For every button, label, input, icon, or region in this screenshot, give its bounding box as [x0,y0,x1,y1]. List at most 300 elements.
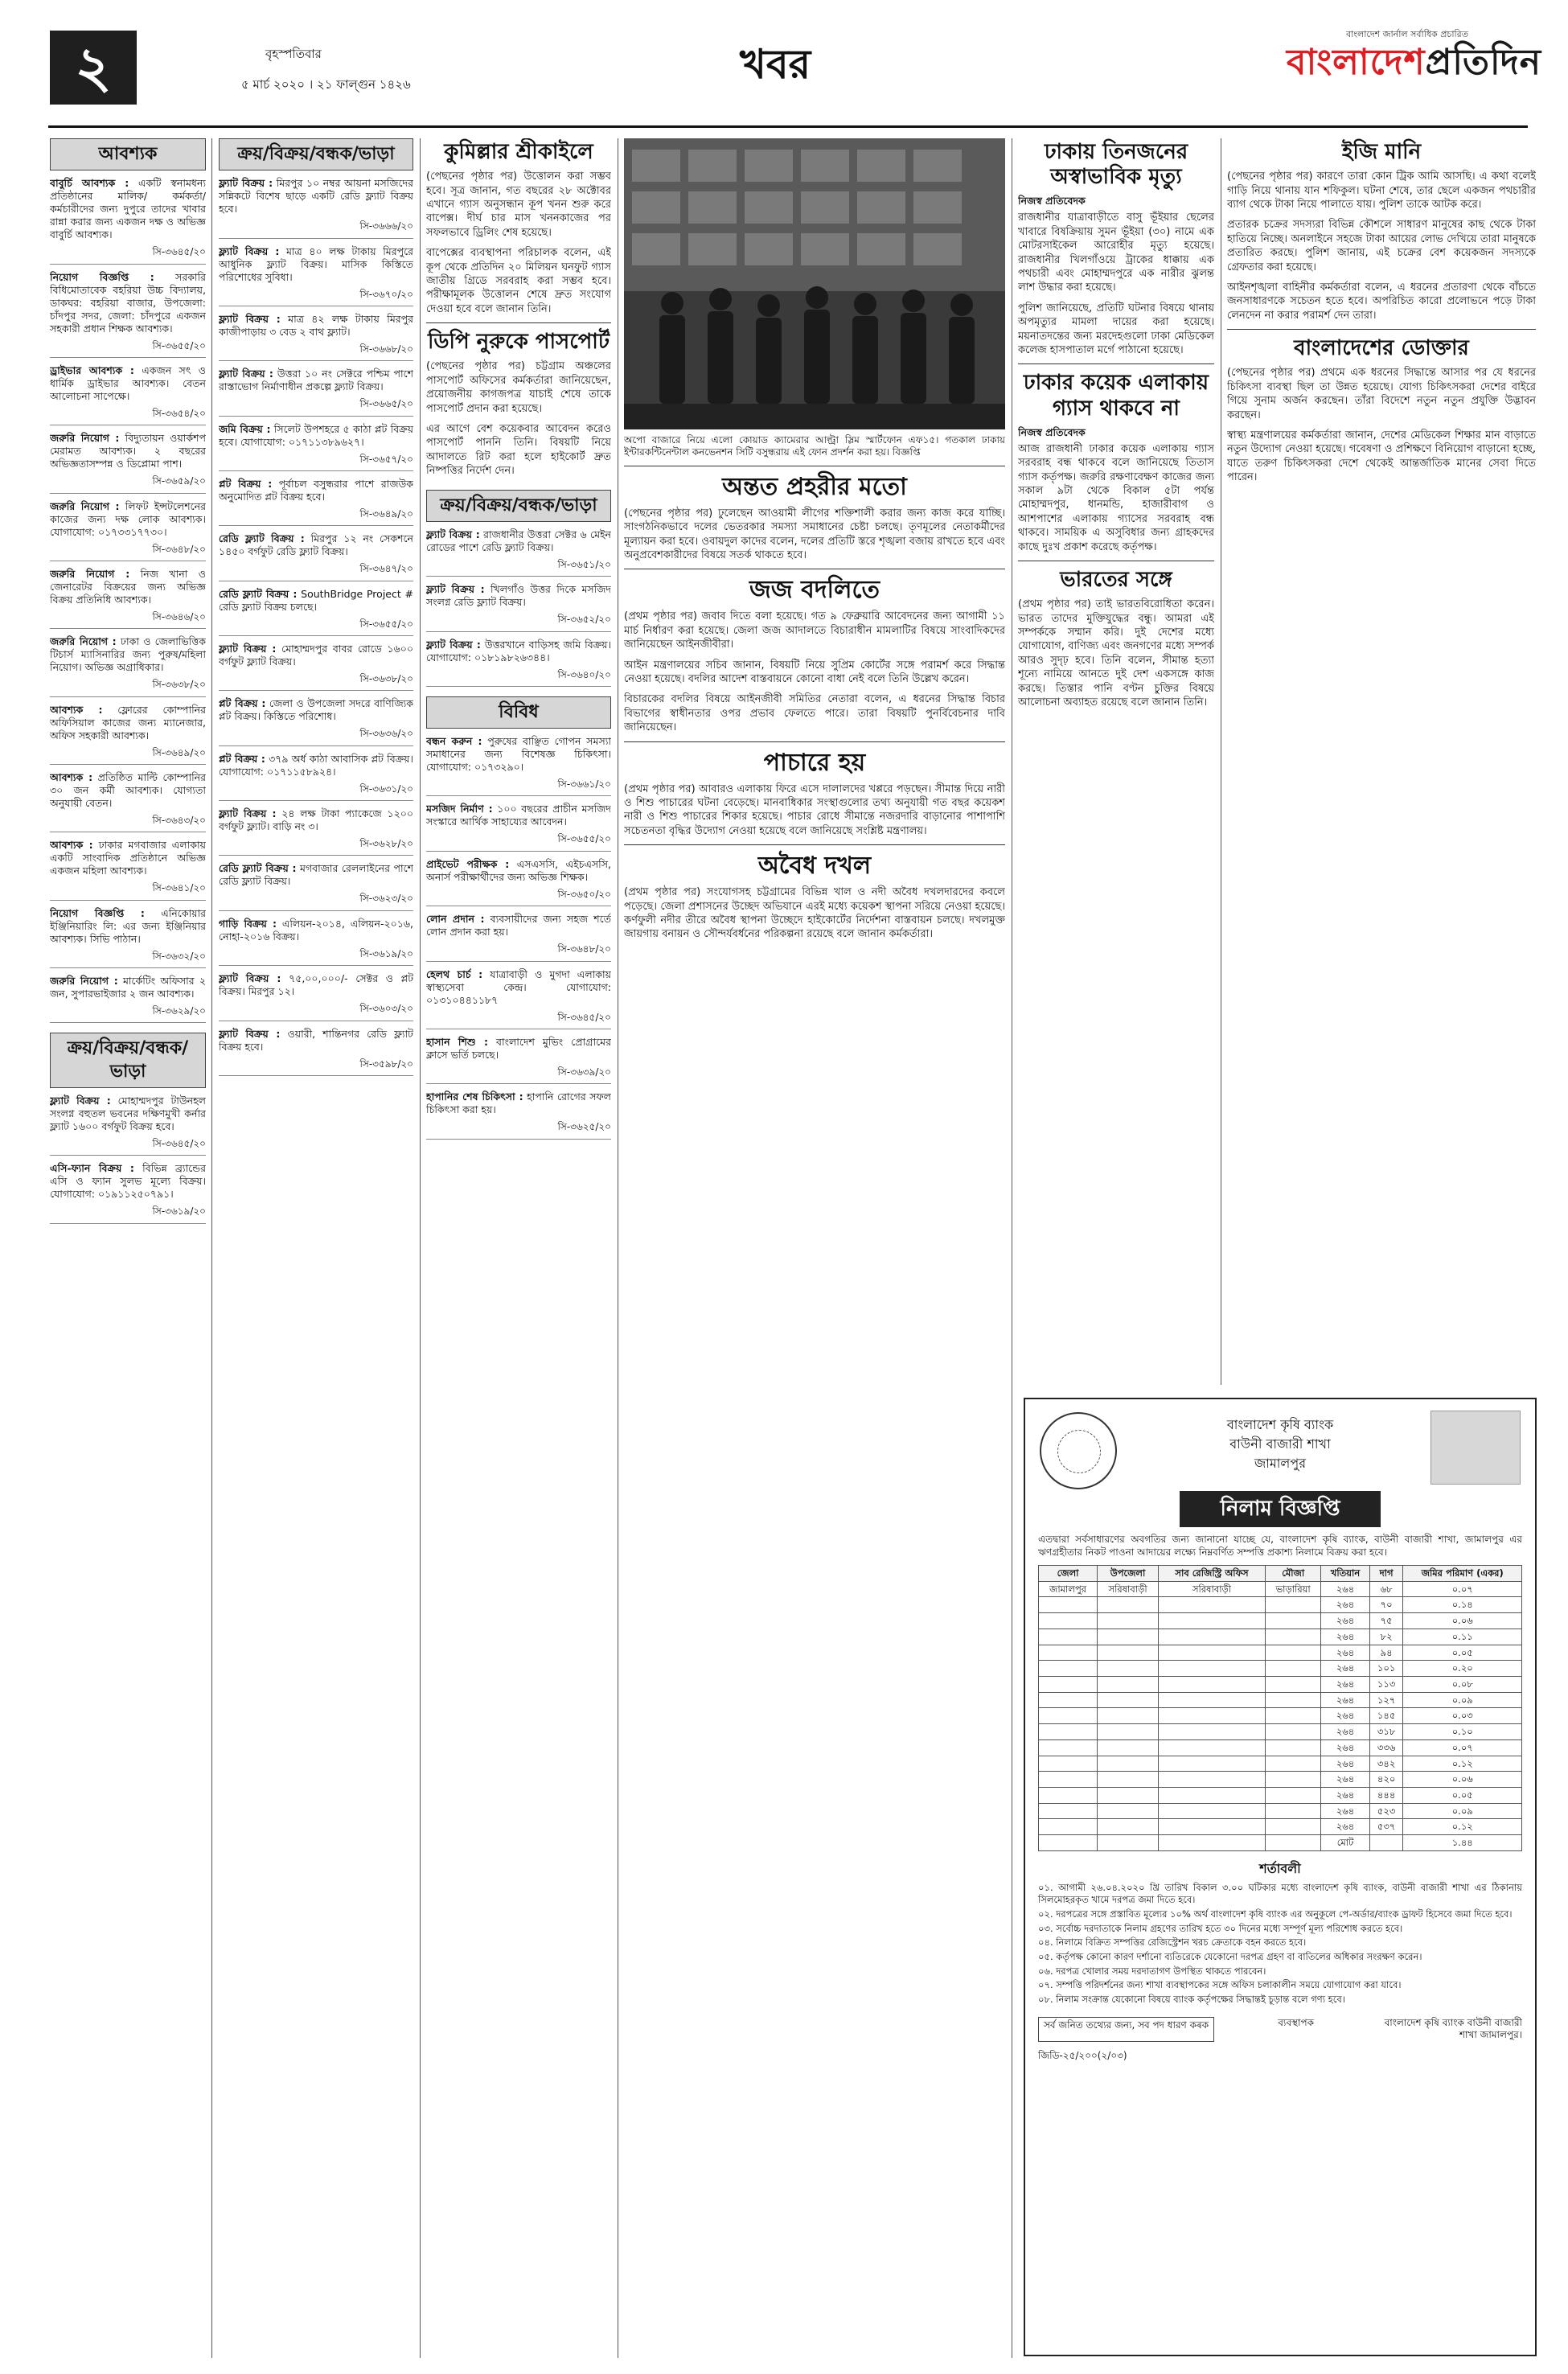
classified-ad-heading: ফ্ল্যাট বিক্রয় : [219,807,277,820]
classified-divider [219,800,413,801]
table-cell [1266,1803,1321,1819]
classified-ad-heading: প্রাইভেট পরীক্ষক : [426,857,510,870]
table-cell: ০.০৬ [1403,1772,1522,1788]
classified-divider [219,855,413,856]
classified-divider [426,576,611,577]
newspaper-logo [1287,29,1541,106]
classified-ad-text: মিরপুর ১০ নম্বর আয়না মসজিদের সন্নিকটে বিশেষ ছাড়ে একটি রেডি ফ্ল্যাট বিক্রয় হবে। [219,177,413,216]
classified-ad-text: ফ্লোরের কোম্পানির অফিসিয়াল কাজের জন্য ম্যানেজার, অফিস সহকারী আবশ্যক। [50,703,206,741]
classified-ad [50,568,206,606]
classified-ad-ref: সি-৩৬৩৮/২০ [359,673,413,685]
story-title-easy-money: ইজি মানি [1341,140,1422,164]
classified-ad [219,643,413,668]
table-cell: ২৬৪ [1321,1803,1369,1819]
classified-divider [50,1022,206,1023]
classified-ad-heading: জমি বিক্রয় : [219,422,271,435]
classified-ad-ref: সি-৩৬৪৫/২০ [152,1137,206,1149]
story-body: (পেছনের পৃষ্ঠার পর) কারণে তারা কোন ট্রিক আমি আসছি। এ কথা বলেই গাড়ি নিয়ে থানায় যান শফিকুল। ঘটনা শেষে, তার ছেলে একজন পথচারীর ব্যাগ থেকে টাকা নিয়ে পালাতে যায়। পুলিশ তাকে আটক করে। [1227,170,1536,211]
table-cell [1039,1613,1098,1629]
classified-ad-heading: ফ্ল্যাট বিক্রয় : [219,368,273,380]
table-cell [1266,1708,1321,1724]
table-row [1039,1788,1522,1804]
classified-ad-heading: আবশ্যক : [50,839,93,852]
classified-ad [50,1095,206,1133]
classified-ad-text: সরকারি বিধিমোতাবেক বহরিয়া উচ্চ বিদ্যালয়, ডাকঘর: বহরিয়া বাজার, উপজেলা: চাঁদপুর সদর, জেলা: চাঁদপুরে একজন সহকারী প্রধান শিক্ষক আবশ্যক। [50,270,206,335]
table-cell: ২৬৪ [1321,1613,1369,1629]
classified-ad [426,528,611,554]
table-cell [1039,1692,1098,1708]
classified-ad-ref: সি-৩৬৬৫/২০ [359,398,413,410]
classified-ad-text: বিদ্যুতায়ন ওয়ার্কশপ মেরামত আবশ্যক। ২ বছরের অভিজ্ঞতাসম্পন্ন ও ডিপ্লোমা পাশ। [50,432,206,470]
classified-ad-text: রাজধানীর উত্তরা সেক্টর ৬ মেইন রোডের পাশে রেডি ফ্ল্যাট বিক্রয়। [426,528,611,553]
table-cell: মোট [1321,1835,1369,1851]
classified-ad [50,271,206,335]
classified-ad-ref: সি-৩৬৫১/২০ [557,558,611,570]
table-row [1039,1581,1522,1597]
table-cell: ২৬৪ [1321,1788,1369,1804]
story-body: এর আগে বেশ কয়েকবার আবেদন করেও পাসপোর্ট পাননি তিনি। বিষয়টি নিয়ে আদালতে রিট করা হলে হাইকোর্ট দ্রুত নিষ্পত্তির নির্দেশ দেন। [426,423,611,478]
classified-list [50,1095,206,1224]
table-cell: ৩৪২ [1369,1756,1403,1772]
table-row [1039,1645,1522,1661]
table-cell [1039,1708,1098,1724]
table-cell: ২৬৪ [1321,1756,1369,1772]
table-cell: ২৬৪ [1321,1724,1369,1740]
auction-notice [1024,1398,1537,2356]
classified-ad-text: ৩৭৯ অর্ধ কাঠা আবাসিক প্লট বিক্রয়। যোগাযোগ: ০১৭১১৫৮৯২৪। [219,752,413,778]
classified-divider [426,1083,611,1084]
story-title-doctor: বাংলাদেশের ডোক্তার [1294,336,1469,361]
story-title-dipi: ডিপি নুরুকে পাসপোর্ট [427,330,610,355]
table-cell [1098,1739,1159,1756]
classified-ad-ref: সি-৩৬৩৮/২০ [152,679,206,691]
classified-ad [426,1036,611,1062]
table-cell: ০.১২ [1403,1756,1522,1772]
classified-divider [50,493,206,494]
table-cell: ২৬৪ [1321,1661,1369,1677]
table-cell [1158,1739,1265,1756]
table-cell [1098,1645,1159,1661]
classified-ad-ref: সি-৩৬৪৫/২০ [152,246,206,258]
classified-ad-text: পুরুষের বাঞ্ছিত গোপন সমস্যা সমাধানের জন্য বিশেষজ্ঞ চিকিৎসা। যোগাযোগ: ০১৭৩২৯০। [426,735,611,774]
classified-ad-text: এসএসসি, এইচএসসি, অনার্স পরীক্ষার্থীদের জন্য অভিজ্ঞ শিক্ষক। [426,857,611,883]
classified-ad-heading: নিয়োগ বিজ্ঞপ্তি : [50,270,154,283]
table-cell [1098,1597,1159,1613]
table-row [1039,1692,1522,1708]
table-cell: ১০১ [1369,1661,1403,1677]
logo-wordmark [1287,40,1541,85]
news-photo [624,138,1005,429]
classified-ad [50,177,206,241]
notice-title: নিলাম বিজ্ঞপ্তি [1180,1491,1381,1527]
story-divider [624,741,1005,742]
table-cell [1039,1788,1098,1804]
story-title-joj: জজ বদলিতে [749,576,880,605]
table-cell [1158,1645,1265,1661]
story-title-obaidh: অবৈধ দখল [757,852,872,881]
classified-ad-text: নিজ খানা ও জেনারেটর বিক্রয়ের জন্য অভিজ্ঞ বিক্রয় প্রতিনিধি আবশ্যক। [50,567,206,606]
classified-ad [219,313,413,339]
classified-divider [50,264,206,265]
table-cell [1039,1739,1098,1756]
classified-ad-text: ২৪ লক্ষ টাকা প্যাকেজে ১২০০ বর্গফুট ফ্ল্যাট। বাড়ি নং ৩। [219,807,413,833]
story-title-gas: ঢাকার কয়েক এলাকায় গ্যাস থাকবে না [1023,371,1209,421]
byline: নিজস্ব প্রতিবেদক [1018,195,1086,207]
classified-ad-text: মাত্র ৪০ লক্ষ টাকায় মিরপুরে আধুনিক ফ্ল্যাট বিক্রয়। মাসিক কিস্তিতে পরিশোধের সুবিধা। [219,244,413,283]
classified-divider [50,1155,206,1156]
classified-ad [50,364,206,403]
classified-ad-ref: সি-৩৬৫৫/২০ [557,833,611,845]
table-cell: ৭০ [1369,1597,1403,1613]
classified-ad-ref: সি-৩৬৪৮/২০ [557,943,611,955]
classified-ad [219,862,413,888]
classified-ad-heading: নিয়োগ বিজ্ঞপ্তি : [50,906,145,919]
table-header-cell: জেলা [1039,1565,1098,1581]
table-cell [1158,1788,1265,1804]
classified-ad-ref: সি-৩৬৪৭/২০ [359,563,413,575]
classified-ad-ref: সি-৩৬৪৫/২০ [557,1011,611,1023]
classified-ad [426,639,611,664]
classified-ad-text: মোহাম্মদপুর টাউনহল সংলগ্ন বহুতল ভবনের দক্ষিণমুখী কর্নার ফ্ল্যাট ১৬০০ বর্গফুট বিক্রয় হবে। [50,1094,206,1132]
classified-ad-heading: ফ্ল্যাট বিক্রয় : [426,583,485,596]
classified-ad-text: উত্তরা ১০ নং সেক্টরে পশ্চিম পাশে রাস্তাভোগ নির্মাণাধীন প্রকল্পে ফ্ল্যাট বিক্রয়। [219,368,413,393]
classified-ad-text: SouthBridge Project # রেডি ফ্ল্যাট বিক্রয় চলছে। [219,587,413,613]
term-item: ০৪. নিলামে বিক্রিত সম্পত্তির রেজিস্ট্রেশন খরচ ক্রেতাকে বহন করতে হবে। [1038,1937,1307,1949]
classified-ad [50,907,206,946]
classified-ad-heading: লোন প্রদান : [426,913,485,926]
table-header-cell: উপজেলা [1098,1565,1159,1581]
classified-divider [50,967,206,968]
table-cell [1098,1772,1159,1788]
classified-list [426,735,611,1140]
table-cell: সরিষাবাড়ী [1098,1581,1159,1597]
column-3 [426,138,611,2358]
classified-ad [50,771,206,810]
table-cell [1039,1645,1098,1661]
page-number: ২ [50,31,137,105]
table-cell: ১২৭ [1369,1692,1403,1708]
classified-ad-heading: রেডি ফ্ল্যাট বিক্রয় : [219,587,298,600]
classified-ad [426,583,611,609]
table-cell [1158,1629,1265,1645]
classified-divider [219,470,413,471]
classified-ad-ref: সি-৩৬৫৪/২০ [152,407,206,419]
table-cell: ৮২ [1369,1629,1403,1645]
classified-ad [50,635,206,674]
classified-ad-ref: সি-৩৬৬৮/২০ [359,343,413,355]
logo-tagline: বাংলাদেশ জার্নাল সর্বাধিক প্রচারিত [1346,29,1468,39]
classified-ad [426,803,611,828]
classified-divider [426,795,611,796]
table-cell [1098,1835,1159,1851]
table-cell [1158,1661,1265,1677]
table-cell [1098,1629,1159,1645]
table-cell [1039,1772,1098,1788]
table-cell: ০.০৭ [1403,1581,1522,1597]
story-body: (প্রথম পৃষ্ঠার পর) তাই ভারতবিরোধিতা করেন। ভারত তাদের মুক্তিযুদ্ধের বন্ধু। আমরা এই সম্পর্ককে সম্মান করি। দুই দেশের মধ্যে যোগাযোগ, বাণিজ্য এবং জনগণের মধ্যে সম্পর্ক আরও সুদৃঢ় হবে। তিনি বলেন, সীমান্ত হত্যা শূন্যে নামিয়ে আনতে দুই দেশ একসঙ্গে কাজ করছে। তিস্তার পানি বণ্টন চুক্তির বিষয়ে আলোচনা অব্যাহত রয়েছে বলে জানান তিনি। [1018,598,1214,709]
classified-divider [50,900,206,901]
classified-divider [50,628,206,629]
table-cell [1158,1819,1265,1835]
term-item: ০৭. সম্পত্তি পরিদর্শনের জন্য শাখা ব্যবস্থাপকের সঙ্গে অফিস চলাকালীন সময়ে যোগাযোগ করা যাবে। [1038,1979,1402,1991]
table-cell [1039,1835,1098,1851]
classified-ad [50,500,206,539]
table-cell: ৫৩৭ [1369,1819,1403,1835]
table-cell [1039,1819,1098,1835]
table-row [1039,1739,1522,1756]
classified-ad-text: ঢাকা ও জেলাভিত্তিক টিচার্স ম্যাসিনারির জন্য পুরুষ/মহিলা নিয়োগ। অভিজ্ঞ অগ্রাধিকার। [50,635,206,674]
table-cell [1158,1613,1265,1629]
story-body: (প্রথম পৃষ্ঠার পর) জবাব দিতে বলা হয়েছে। গত ৯ ফেব্রুয়ারি আবেদনের জন্য আগামী ১১ মার্চ নির্ধারণ করা হয়েছে। জেলা জজ আদালতে বিচারাধীন মামলাটির বিষয়ে সাংবাদিকদের জানিয়েছেন আইনজীবীরা। [624,610,1005,651]
classified-ad [219,1028,413,1054]
category-heading: ক্রয়/বিক্রয়/বন্ধক/ভাড়া [219,138,413,170]
table-cell [1158,1772,1265,1788]
classified-divider [50,764,206,765]
table-cell: ০.০৬ [1403,1613,1522,1629]
notice-code: জিডি-২৫/২০০(২/০৩) [1038,2049,1127,2061]
table-cell: ১৪৫ [1369,1708,1403,1724]
classified-ad [426,913,611,939]
table-cell: ৩৩৬ [1369,1739,1403,1756]
story-body: (পেছনের পৃষ্ঠার পর) প্রথমে এক ধরনের সিদ্ধান্তে আসার পর যে ধরনের চিকিৎসা ব্যবস্থা ছিল তা উন্নত হয়েছে। যোগ্য চিকিৎসকরা দেশের বাইরে গিয়ে সুনাম অর্জন করছেন। তাঁরা বিদেশে নতুন নতুন প্রযুক্তি উদ্ভাবন করছেন। [1227,367,1536,421]
table-cell: ০.১০ [1403,1724,1522,1740]
classified-ad-heading: ফ্ল্যাট বিক্রয় : [219,244,280,257]
table-row [1039,1677,1522,1693]
story-title-comilla: কুমিল্লার শ্রীকাইলে [444,140,593,164]
table-cell [1098,1803,1159,1819]
classified-ad-text: খিলগাঁও উত্তর দিকে মসজিদ সংলগ্ন রেডি ফ্ল্যাট বিক্রয়। [426,583,611,609]
category-heading: বিবিধ [426,696,611,729]
classified-ad-text: এলিয়ন-২০১৪, এলিয়ন-২০১৬, নোহা-২০১৬ বিক্রয়। [219,917,413,943]
table-cell [1158,1677,1265,1693]
classified-divider [219,525,413,526]
notice-intro: এতদ্বারা সর্বসাধারণের অবগতির জন্য জানানো যাচ্ছে যে, বাংলাদেশ কৃষি ব্যাংক, বাউনী বাজারী শাখা, জামালপুর এর ঋণগ্রহীতার নিকট পাওনা আদায়ের লক্ষ্যে নিম্নবর্ণিত সম্পত্তি প্রকাশ্য নিলামে বিক্রয় করা হবে। [1038,1534,1522,1558]
classified-ad-ref: সি-৩৬৪০/২০ [557,668,611,680]
story-body: (প্রথম পৃষ্ঠার পর) সংযোগসহ চট্টগ্রামের বিভিন্ন খাল ও নদী অবৈধ দখলদারদের কবলে পড়েছে। জেলা প্রশাসনের উচ্ছেদ অভিযানে এরই মধ্যে কয়েকশ স্থাপনা সরিয়ে নেওয়া হয়েছে। কর্ণফুলী নদীর তীরে অবৈধ স্থাপনা উচ্ছেদে হাইকোর্টের নির্দেশনা বাস্তবায়ন চলছে। দখলমুক্ত জায়গায় বনায়ন ও সৌন্দর্যবর্ধনের পরিকল্পনা রয়েছে বলে জানান কর্মকর্তারা। [624,886,1005,941]
classified-ad [219,177,413,216]
classified-ad-text: একজন সৎ ও ধার্মিক ড্রাইভার আবশ্যক। বেতন আলোচনা সাপেক্ষে। [50,363,206,402]
table-cell [1098,1677,1159,1693]
table-row [1039,1772,1522,1788]
table-header-cell: সাব রেজিস্ট্রি অফিস [1158,1565,1265,1581]
classified-ad-ref: সি-৩৬৫০/২০ [557,888,611,900]
classified-ad-heading: জরুরি নিয়োগ : [50,567,130,580]
story-divider [1227,329,1536,330]
classified-ad-text: পূর্বাচল বসুন্ধরার পাশে রাজউক অনুমোদিত প্লট বিক্রয় হবে। [219,477,413,503]
classified-ad-text: ৭৫,০০,০০০/- সেক্টর ও প্লট বিক্রয়। মিরপুর ১২। [219,972,413,998]
story-body: (পেছনের পৃষ্ঠার পর) উত্তোলন করা সম্ভব হবে। সূত্র জানান, গত বছরের ২৮ অক্টোবর এখানে গ্যাস অনুসন্ধান কূপ খনন শুরু করে বাপেক্স। দীর্ঘ চার মাস খননকাজের পর সফলভাবে ড্রিলিং শেষ হয়েছে। [426,170,611,239]
table-header-cell: মৌজা [1266,1565,1321,1581]
story-body: (পেছনের পৃষ্ঠার পর) চট্টগ্রাম অঞ্চলের পাসপোর্ট অফিসের কর্মকর্তারা জানিয়েছেন, প্রয়োজনীয় কাগজপত্র যাচাই শেষে তাকে পাসপোর্ট প্রদান করা হয়েছে। [426,360,611,415]
term-item: ০৩. সর্বোচ্চ দরদাতাকে নিলাম গ্রহণের তারিখ হতে ৩০ দিনের মধ্যে সম্পূর্ণ মূল্য পরিশোধ করতে হবে। [1038,1922,1403,1934]
table-cell: ৩১৮ [1369,1724,1403,1740]
portrait-image [1430,1411,1521,1485]
table-row [1039,1819,1522,1835]
table-cell: ৭৫ [1369,1613,1403,1629]
classified-ad-ref: সি-৩৬৭০/২০ [359,288,413,300]
classified-ad-ref: সি-৩৬৪৬/২০ [152,610,206,622]
story-body: বিচারকের বদলির বিষয়ে আইনজীবী সমিতির নেতারা বলেন, এ ধরনের সিদ্ধান্ত বিচার বিভাগের স্বাধীনতার ওপর প্রভাব ফেলতে পারে। তারা বিষয়টি পুনর্বিবেচনার দাবি জানিয়েছেন। [624,693,1005,734]
table-cell: ১.৪৪ [1403,1835,1522,1851]
term-item: ০৫. কর্তৃপক্ষ কোনো কারণ দর্শানো ব্যতিরেকে যেকোনো দরপত্র গ্রহণ বা বাতিলের অধিকার সংরক্ষণ করেন। [1038,1950,1422,1962]
classified-ad-ref: সি-৩৬৪৩/২০ [152,815,206,827]
classified-ad-text: মগবাজার রেললাইনের পাশে রেডি ফ্ল্যাট বিক্রয়। [219,862,413,888]
table-row [1039,1661,1522,1677]
table-cell: সরিষাবাড়ী [1158,1581,1265,1597]
classified-ad-heading: আবশ্যক : [50,771,93,784]
classified-column-1 [50,138,206,2358]
table-cell: ০.২০ [1403,1661,1522,1677]
classified-ad-heading: হেলথ চার্চ : [426,967,483,980]
table-cell [1266,1677,1321,1693]
table-cell [1098,1788,1159,1804]
category-heading: আবশ্যক [50,138,206,170]
table-cell: ০.০৭ [1403,1739,1522,1756]
table-cell: ০.০৫ [1403,1645,1522,1661]
table-cell: ০.০৮ [1403,1677,1522,1693]
table-cell: ২৬৪ [1321,1597,1369,1613]
classified-ad [219,532,413,558]
logo-part-2: প্রতিদিন [1425,42,1541,84]
table-cell [1266,1645,1321,1661]
classified-ad-ref: সি-৩৬৫২/২০ [557,614,611,626]
notice-footer-box: সর্ব জনিত তথ্যের জন্য, সব পদ ধারণ কৰক [1038,2017,1214,2042]
classified-ad-heading: ফ্ল্যাট বিক্রয় : [426,638,481,651]
story-body: রাজধানীর যাত্রাবাড়ীতে বাসু ভূঁইয়ার ছেলের খাবারে বিষক্রিয়ায় সুমন ভূঁইয়া (৩০) নামে এক মোটরসাইকেল আরোহীর মৃত্যু হয়েছে। রাজধানীর খিলগাঁওয়ে ট্রাকের ধাক্কায় এক পথচারী এবং মোহাম্মদপুরে এক নারীর ঝুলন্ত লাশ উদ্ধার করা হয়েছে। [1018,212,1214,294]
table-cell: ২৬৪ [1321,1677,1369,1693]
table-row [1039,1835,1522,1851]
property-table [1038,1565,1522,1851]
table-cell [1158,1692,1265,1708]
table-cell: ২৬৪ [1321,1819,1369,1835]
table-row [1039,1724,1522,1740]
classified-ad-text: মিরপুর ১২ নং সেকশনে ১৪৫০ বর্গফুট রেডি ফ্ল্যাট বিক্রয়। [219,532,413,558]
classified-ad-ref: সি-৩৬১৯/২০ [152,1205,206,1218]
classified-ad-heading: বাবুর্চি আবশ্যক : [50,177,129,190]
classified-ad-text: হাপানি রোগের সফল চিকিৎসা করা হয়। [426,1090,611,1116]
table-cell [1266,1835,1321,1851]
classified-ad-ref: সি-৩৬৪৮/২০ [152,543,206,555]
classified-divider [50,1223,206,1224]
table-cell [1039,1677,1098,1693]
story-body: বাপেক্সের ব্যবস্থাপনা পরিচালক বলেন, এই কূপ থেকে প্রতিদিন ২০ মিলিয়ন ঘনফুট গ্যাস জাতীয় গ্রিডে সরবরাহ করা সম্ভব হবে। পরীক্ষামূলক উত্তোলন শেষে দ্রুত সংযোগ দেওয়া হবে বলে জানান তিনি। [426,247,611,315]
table-cell [1039,1756,1098,1772]
table-row [1039,1803,1522,1819]
classified-ad [50,975,206,1000]
story-body: পুলিশ জানিয়েছে, প্রতিটি ঘটনার বিষয়ে থানায় অপমৃত্যুর মামলা দায়ের করা হয়েছে। ময়নাতদন্তের জন্য মরদেহগুলো ঢাকা মেডিকেল কলেজ হাসপাতাল মর্গে পাঠানো হয়েছে। [1018,302,1214,357]
classified-ad [219,588,413,614]
classified-ad-ref: সি-৩৬২৯/২০ [152,1005,206,1017]
classified-ad-ref: সি-৩৬২৮/২০ [359,838,413,850]
table-cell: ২৬৪ [1321,1692,1369,1708]
classified-ad-heading: ফ্ল্যাট বিক্রয় : [219,643,277,655]
classified-ad [219,753,413,778]
classified-ad-ref: সি-৩৬০৩/২০ [359,1003,413,1015]
classified-column-2 [219,138,413,2358]
classified-divider [219,416,413,417]
classified-ad-heading: জরুরি নিয়োগ : [50,635,117,648]
column-5 [1018,138,1214,1385]
table-cell [1266,1788,1321,1804]
classified-ad-text: প্রতিষ্ঠিত মাল্টি কোম্পানির ৩০ জন কর্মী আবশ্যক। যোগ্যতা অনুযায়ী বেতন। [50,771,206,810]
classified-ad-text: যাত্রাবাড়ী ও মুগদা এলাকায় স্বাস্থ্যসেবা কেন্দ্র। যোগাযোগ: ০১৩১০৪৪১১৮৭ [426,967,611,1006]
story-body: আইন মন্ত্রণালয়ের সচিব জানান, বিষয়টি নিয়ে সুপ্রিম কোর্টের সঙ্গে পরামর্শ করে সিদ্ধান্ত নেওয়া হয়েছে। বদলির আদেশ বাস্তবায়নে কোনো বাধা নেই বলে তিনি উল্লেখ করেন। [624,659,1005,685]
category-heading: ক্রয়/বিক্রয়/বন্ধক/ভাড়া [50,1033,206,1087]
table-cell [1098,1661,1159,1677]
classified-divider [219,238,413,239]
table-cell [1098,1613,1159,1629]
classified-divider [219,360,413,361]
classified-ad [219,918,413,943]
classified-ad [219,423,413,449]
table-cell [1266,1629,1321,1645]
classified-ad-heading: জরুরি নিয়োগ : [50,432,120,445]
signature-right: বাংলাদেশ কৃষি ব্যাংক বাউনী বাজারী শাখা জামালপুর। [1384,2016,1522,2041]
table-cell [1266,1661,1321,1677]
classified-ad-heading: প্লট বিক্রয় : [219,752,265,765]
term-item: ০৮. নিলাম সংক্রান্ত যেকোনো বিষয়ে ব্যাংক কর্তৃপক্ষের সিদ্ধান্তই চূড়ান্ত বলে গণ্য হবে। [1038,1994,1345,2006]
classified-ad-text: ওয়ারী, শান্তিনগর রেডি ফ্ল্যাট বিক্রয় হবে। [219,1027,413,1053]
story-body: (প্রথম পৃষ্ঠার পর) আবারও এলাকায় ফিরে এসে দালালদের খপ্পরে পড়ছেন। সীমান্ত দিয়ে নারী ও শিশু পাচারের ঘটনা বেড়েছে। মানবাধিকার সংস্থাগুলোর তথ্য অনুযায়ী গত বছর কয়েকশ নারী ও শিশু পাচারের শিকার হয়েছে। পাচার রোধে সীমান্তে নজরদারি বাড়ানোর পাশাপাশি সচেতনতা বৃদ্ধির উদ্যোগ নেওয়া হয়েছে বলে জানিয়েছে সংশ্লিষ্ট মন্ত্রণালয়। [624,782,1005,837]
classified-ad [219,807,413,833]
table-cell [1266,1692,1321,1708]
term-item: ০৬. দরপত্র খোলার সময় দরদাতাগণ উপস্থিত থাকতে পারবেন। [1038,1965,1266,1977]
column-rule [211,138,212,2358]
classified-ad-ref: সি-৩৬৪১/২০ [152,882,206,894]
table-cell [1039,1803,1098,1819]
classified-ad-ref: সি-৩৬৩২/২০ [152,950,206,962]
section-title: খবর [740,40,811,88]
classified-ad-ref: সি-৩৬৪৯/২০ [152,746,206,758]
photo-caption: অপো বাজারে নিয়ে এলো কোয়াড ক্যামেরার আল্ট্রা স্লিম স্মার্টফোন এফ১৫। গতকাল ঢাকায় ইন্টারকন্টিনেন্টাল কনভেনশন সিটি বসুন্ধরায় এই ফোন প্রদর্শন করা হয়। বিজ্ঞপ্তি [624,434,1005,458]
story-title-pachar: পাচারে হয় [763,748,866,777]
table-cell [1039,1661,1098,1677]
story-body: (পেছনের পৃষ্ঠার পর) ঢুলেছেন আওয়ামী লীগের শক্তিশালী করার জন্য কাজ করে যাচ্ছি। সাংগঠনিকভাবে দলের ভেতরকার সমস্যা সমাধানের চেষ্টা চলছে। তৃণমূলের নেতাকর্মীদের মূল্যায়ন করা হবে। ওবায়দুল কাদের বলেন, দলের প্রতিটি স্তরে শৃঙ্খলা বজায় রাখতে হবে এবং অনুপ্রবেশকারীদের বিষয়ে সতর্ক থাকতে হবে। [624,507,1005,561]
notice-signature [1038,2017,1522,2042]
classified-ad-heading: ফ্ল্যাট বিক্রয় : [426,528,480,540]
classified-ad-heading: ফ্ল্যাট বিক্রয় : [219,312,281,325]
table-cell [1039,1597,1098,1613]
classified-list [219,177,413,1076]
classified-ad-ref: সি-৩৬৪৯/২০ [359,507,413,520]
table-row [1039,1613,1522,1629]
classified-divider [219,910,413,911]
classified-ad-text: বাংলাদেশ মুভিং প্রোগ্রামের ক্লাসে ভর্তি চলছে। [426,1035,611,1061]
classified-ad-heading: ফ্ল্যাট বিক্রয় : [219,972,281,985]
table-cell [1266,1613,1321,1629]
classified-ad-text: উত্তরখানে বাড়িসহ জমি বিক্রয়। যোগাযোগ: ০১৮১৯৮২৬৩৪৪। [426,638,611,663]
classified-ad [50,432,206,470]
column-4 [624,138,1005,2358]
table-cell: ০.১২ [1403,1819,1522,1835]
table-cell: ০.০৯ [1403,1692,1522,1708]
classified-ad [50,1162,206,1201]
classified-list [50,177,206,1023]
table-row [1039,1629,1522,1645]
table-cell: ৪৪৪ [1369,1788,1403,1804]
story-title-bharat: ভারতের সঙ্গে [1060,568,1172,593]
photo-event-stage [624,138,1005,429]
classified-ad [426,858,611,884]
classified-ad-ref: সি-৩৬৩৯/২০ [557,1066,611,1078]
classified-ad-heading: ফ্ল্যাট বিক্রয় : [219,1027,281,1040]
table-cell: ২৬৪ [1321,1708,1369,1724]
story-divider [624,844,1005,845]
story-body: আইনশৃঙ্খলা বাহিনীর কর্মকর্তারা বলেন, এ ধরনের প্রতারণা থেকে বাঁচতে জনসাধারণকে সচেতন হতে হবে। অপরিচিত কারো প্রলোভনে পড়ে টাকা লেনদেন না করার পরামর্শ দেন তারা। [1227,281,1536,322]
classified-ad-text: লিফট ইন্সটলেশনের কাজের জন্য দক্ষ লোক আবশ্যক। যোগাযোগ: ০১৭৩৩১৭৭৩০। [50,499,206,538]
category-heading: ক্রয়/বিক্রয়/বন্ধক/ভাড়া [426,490,611,522]
classified-ad [426,1090,611,1116]
